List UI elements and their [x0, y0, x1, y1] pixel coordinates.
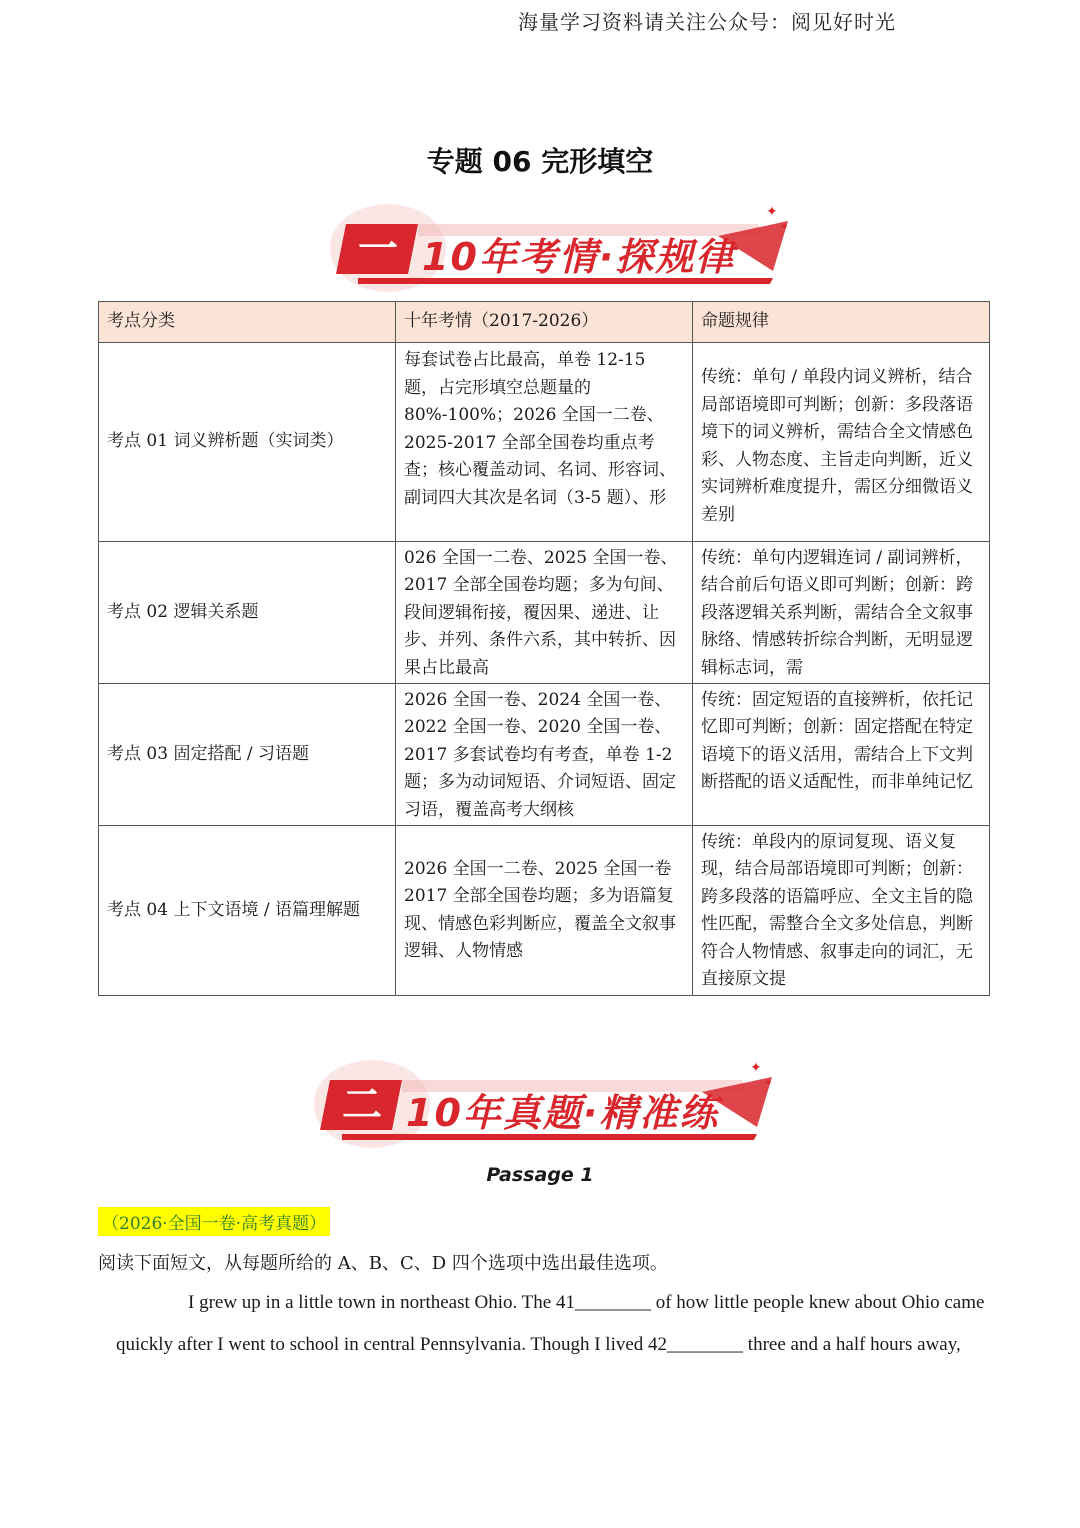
- exam-analysis-table: [98, 301, 990, 996]
- banner-1-title: 10年考情·探规律: [422, 235, 736, 279]
- table-row: [99, 684, 990, 826]
- document-title: 专题 06 完形填空: [426, 145, 654, 178]
- instruction-text: 阅读下面短文，从每题所给的 A、B、C、D 四个选项中选出最佳选项。: [98, 1253, 668, 1274]
- table-row: [99, 343, 990, 542]
- header-note: 海量学习资料请关注公众号：阅见好时光: [518, 10, 896, 34]
- header-pattern: 命题规律: [693, 302, 990, 343]
- table-row: [99, 826, 990, 996]
- passage-line: quickly after I went to school in central Pennsylvania. Though I lived 42________ three and a half hours away,: [116, 1334, 961, 1355]
- table-header-row: [99, 302, 990, 343]
- row-history-text: 每套试卷占比最高，单卷 12-15 题，占完形填空总题量的 80%-100%；2026 全国一二卷、2025-2017 全部全国卷均重点考查；核心覆盖动词、名词、形容词、副词四大其次是名词（3-5 题）、形: [404, 350, 676, 508]
- svg-text:✦: ✦: [766, 204, 778, 220]
- row-history: [396, 684, 693, 826]
- row-history: [396, 542, 693, 684]
- svg-text:✦: ✦: [780, 222, 789, 233]
- row-history-text: 2026 全国一二卷、2025 全国一卷 2017 全部全国卷均题；多为语篇复现、情感色彩判断应，覆盖全文叙事逻辑、人物情感: [404, 858, 676, 961]
- row-history: [396, 826, 693, 996]
- row-pattern-text: 传统：单句 / 单段内词义辨析，结合局部语境即可判断；创新：多段落语境下的词义辨析，需结合全文情感色彩、人物态度、主旨走向判断，近义实词辨析难度提升，需区分细微语义差别: [701, 367, 973, 525]
- row-pattern-text: 传统：单段内的原词复现、语义复现，结合局部语境即可判断；创新：跨多段落的语篇呼应、全文主旨的隐性匹配，需整合全文多处信息，判断符合人物情感、叙事走向的词汇，无直接原文提: [701, 831, 973, 989]
- banner-1-number: 一: [358, 226, 398, 272]
- passage-title: Passage 1: [486, 1164, 594, 1186]
- svg-text:✦: ✦: [750, 1060, 762, 1076]
- source-tag: （2026·全国一卷·高考真题）: [98, 1207, 330, 1236]
- row-pattern: [693, 684, 990, 826]
- row-history-text: 2026 全国一卷、2024 全国一卷、2022 全国一卷、2020 全国一卷、2017 多套试卷均有考查，单卷 1-2 题；多为动词短语、介词短语、固定习语，覆盖高考大纲核: [404, 689, 676, 820]
- row-category: 考点 02 逻辑关系题: [99, 542, 396, 684]
- row-pattern: [693, 826, 990, 996]
- row-pattern: [693, 343, 990, 542]
- row-history: [396, 343, 693, 542]
- row-category: 考点 04 上下文语境 / 语篇理解题: [99, 826, 396, 996]
- row-pattern-text: 传统：单句内逻辑连词 / 副词辨析，结合前后句语义即可判断；创新：跨段落逻辑关系判断，需结合全文叙事脉络、情感转折综合判断，无明显逻辑标志词，需: [701, 547, 973, 678]
- table-row: [99, 542, 990, 684]
- section-banner-2: [302, 1052, 782, 1148]
- row-pattern-text: 传统：固定短语的直接辨析，依托记忆即可判断；创新：固定搭配在特定语境下的语义活用，需结合上下文判断搭配的语义适配性，而非单纯记忆: [701, 689, 973, 792]
- passage-line: I grew up in a little town in northeast Ohio. The 41________ of how little people knew about Ohio came: [188, 1292, 985, 1313]
- row-pattern: [693, 542, 990, 684]
- header-category: 考点分类: [99, 302, 396, 343]
- header-history: 十年考情（2017-2026）: [396, 302, 693, 343]
- svg-text:✦: ✦: [764, 1078, 773, 1089]
- row-category: 考点 03 固定搭配 / 习语题: [99, 684, 396, 826]
- row-category: 考点 01 词义辨析题（实词类）: [99, 343, 396, 542]
- banner-2-title: 10年真题·精准练: [406, 1091, 720, 1135]
- row-history-text: 026 全国一二卷、2025 全国一卷、2017 全部全国卷均题；多为句间、段间逻辑衔接，覆因果、递进、让步、并列、条件六系，其中转折、因果占比最高: [404, 547, 678, 678]
- section-banner-1: [318, 196, 798, 292]
- banner-2-number: 二: [342, 1082, 382, 1128]
